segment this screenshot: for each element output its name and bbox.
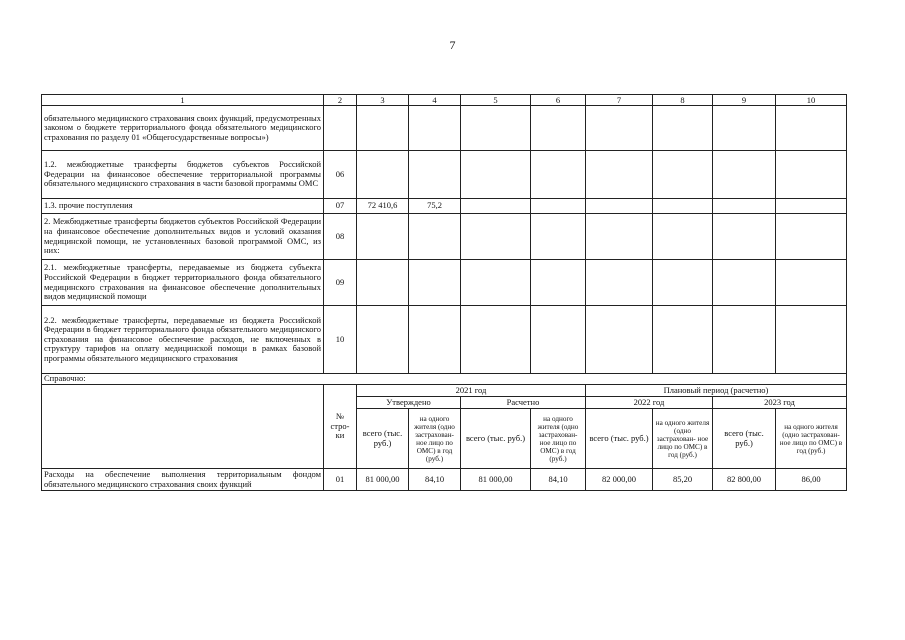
table-row [42, 306, 847, 374]
col-header: 9 [713, 95, 776, 106]
reference-label: Справочно: [42, 374, 847, 385]
table-row [42, 260, 847, 306]
col-header: 4 [409, 95, 461, 106]
approved-header: Утверждено [357, 397, 461, 409]
row-value: 85,20 [653, 469, 713, 491]
row-code: 07 [324, 199, 357, 214]
row-code: 08 [324, 214, 357, 260]
row-value: 84,10 [409, 469, 461, 491]
col-header: 5 [461, 95, 531, 106]
row-value: 81 000,00 [461, 469, 531, 491]
row-description: 2.1. межбюджетные трансферты, передаваемые из бюджета субъекта Российской Федерации в бюджет территориального фонда обязательного медицинского страхования на финансовое обеспечение дополнительных видов медицинской помощи [42, 260, 324, 306]
column-number-row [42, 95, 847, 106]
row-code: 01 [324, 469, 357, 491]
col-header: 8 [653, 95, 713, 106]
per-capita-header: на одного жителя (одно застрахован- ное лицо по ОМС) в год (руб.) [653, 409, 713, 469]
calculated-header: Расчетно [461, 397, 586, 409]
page-number: 7 [449, 38, 456, 52]
row-description: 1.2. межбюджетные трансферты бюджетов субъектов Российской Федерации на финансовое обеспечение территориальной программы обязательного медицинского страхования в части базовой программы ОМС [42, 151, 324, 199]
main-table [41, 94, 847, 491]
table-row [42, 151, 847, 199]
reference-data-row [42, 469, 847, 491]
total-header: всего (тыс. руб.) [357, 409, 409, 469]
row-description: 1.3. прочие поступления [42, 199, 324, 214]
row-value: 84,10 [531, 469, 586, 491]
col-header: 7 [586, 95, 653, 106]
year-2023-header: 2023 год [713, 397, 847, 409]
per-capita-header: на одного жителя (одно застрахован- ное лицо по ОМС) в год (руб.) [531, 409, 586, 469]
row-code: 06 [324, 151, 357, 199]
table-row [42, 214, 847, 260]
per-capita-header: на одного жителя (одно застрахован- ное лицо по ОМС) в год (руб.) [776, 409, 847, 469]
row-value: 75,2 [409, 199, 461, 214]
row-value: 86,00 [776, 469, 847, 491]
col-header: 3 [357, 95, 409, 106]
reference-year-row [42, 385, 847, 397]
row-description: обязательного медицинского страхования своих функций, предусмотренных законом о бюджете территориального фонда обязательного медицинского страхования по разделу 01 «Общегосударственные вопросы») [42, 106, 324, 151]
col-header: 6 [531, 95, 586, 106]
row-value: 82 000,00 [586, 469, 653, 491]
per-capita-header: на одного жителя (одно застрахован- ное лицо по ОМС) в год (руб.) [409, 409, 461, 469]
total-header: всего (тыс. руб.) [461, 409, 531, 469]
col-header: 1 [42, 95, 324, 106]
total-header: всего (тыс. руб.) [586, 409, 653, 469]
col-header: 2 [324, 95, 357, 106]
row-description: 2. Межбюджетные трансферты бюджетов субъектов Российской Федерации на финансовое обеспечение дополнительных видов и условий оказания медицинской помощи, не установленных базовой программой ОМС, из них: [42, 214, 324, 260]
reference-label-row [42, 374, 847, 385]
row-code [324, 106, 357, 151]
year-2022-header: 2022 год [586, 397, 713, 409]
row-number-header: № стро- ки [324, 385, 357, 469]
total-header: всего (тыс. руб.) [713, 409, 776, 469]
row-description: 2.2. межбюджетные трансферты, передаваемые из бюджета Российской Федерации в бюджет территориального фонда обязательного медицинского страхования на финансовое обеспечение расходов, не включенных в структуру тарифов на оплату медицинской помощи в рамках базовой программы обязательного медицинского страхования [42, 306, 324, 374]
year-2021-header: 2021 год [357, 385, 586, 397]
table-row [42, 199, 847, 214]
row-code: 09 [324, 260, 357, 306]
row-value: 82 800,00 [713, 469, 776, 491]
row-description: Расходы на обеспечение выполнения территориальным фондом обязательного медицинского страхования своих функций [42, 469, 324, 491]
col-header: 10 [776, 95, 847, 106]
planned-period-header: Плановый период (расчетно) [586, 385, 847, 397]
table-row [42, 106, 847, 151]
row-value: 81 000,00 [357, 469, 409, 491]
row-value: 72 410,6 [357, 199, 409, 214]
row-code: 10 [324, 306, 357, 374]
